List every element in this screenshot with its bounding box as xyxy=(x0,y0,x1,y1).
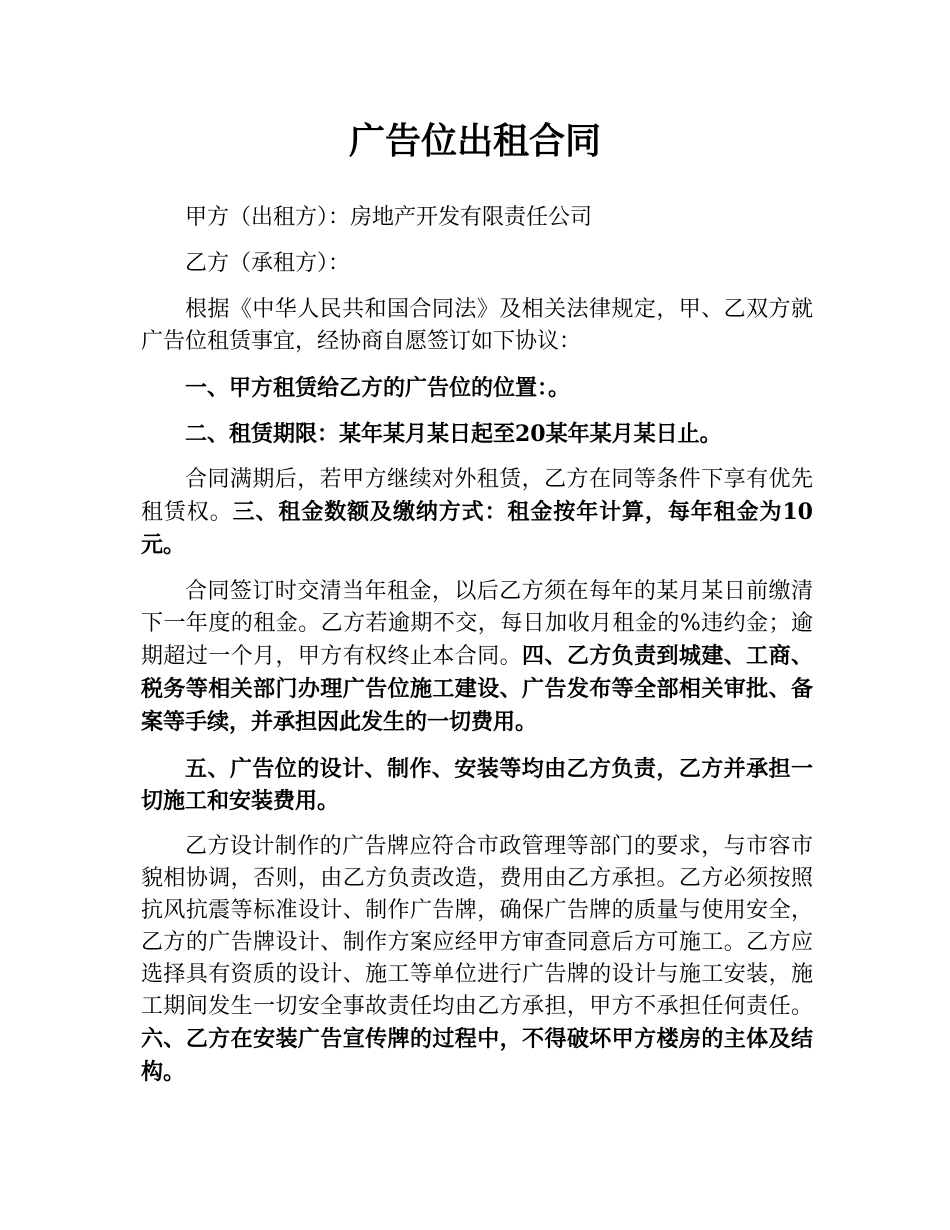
section-1-heading: 一、甲方租赁给乙方的广告位的位置：。 xyxy=(185,375,571,401)
renewal-text: 合同满期后，若甲方继续对外租赁，乙方在同等条件下享有优先租赁权。 xyxy=(141,467,813,525)
party-b-line: 乙方（承租方）： xyxy=(185,251,351,276)
document-body xyxy=(141,202,813,1103)
section-3-heading: 三、租金数额及缴纳方式：租金按年计算，每年租金为10元。 xyxy=(141,499,813,558)
design-text: 乙方设计制作的广告牌应符合市政管理等部门的要求，与市容市貌相协调，否则，由乙方负责改造，费用由乙方承担。乙方必须按照抗风抗震等标准设计、制作广告牌，确保广告牌的质量与使用安全，乙方的广告牌设计、制作方案应经甲方审查同意后方可施工。乙方应选择具有资质的设计、施工等单位进行广告牌的设计与施工安装，施工期间发生一切安全事故责任均由乙方承担，甲方不承担任何责任。 xyxy=(141,834,813,1019)
design-paragraph xyxy=(141,831,813,1089)
payment-paragraph xyxy=(141,576,813,739)
section-2-heading: 二、租赁期限：某年某月某日起至20某年某月某日止。 xyxy=(185,421,722,447)
page-title: 广告位出租合同 xyxy=(348,121,601,162)
payment-text: 合同签订时交清当年租金，以后乙方须在每年的某月某日前缴清下一年度的租金。乙方若逾期不交，每日加收月租金的%违约金；逾期超过一个月，甲方有权终止本合同。 xyxy=(141,579,813,669)
renewal-paragraph xyxy=(141,464,813,562)
intro-paragraph: 根据《中华人民共和国合同法》及相关法律规定，甲、乙双方就广告位租赁事宜，经协商自愿签订如下协议： xyxy=(141,297,813,354)
section-6-heading: 六、乙方在安装广告宣传牌的过程中，不得破坏甲方楼房的主体及结构。 xyxy=(141,1026,813,1085)
section-5-heading: 五、广告位的设计、制作、安装等均由乙方负责，乙方并承担一切施工和安装费用。 xyxy=(141,756,813,814)
party-a-line: 甲方（出租方）：房地产开发有限责任公司 xyxy=(185,205,593,230)
section-4-heading: 四、乙方负责到城建、工商、税务等相关部门办理广告位施工建设、广告发布等全部相关审批、备案等手续，并承担因此发生的一切费用。 xyxy=(141,643,813,735)
